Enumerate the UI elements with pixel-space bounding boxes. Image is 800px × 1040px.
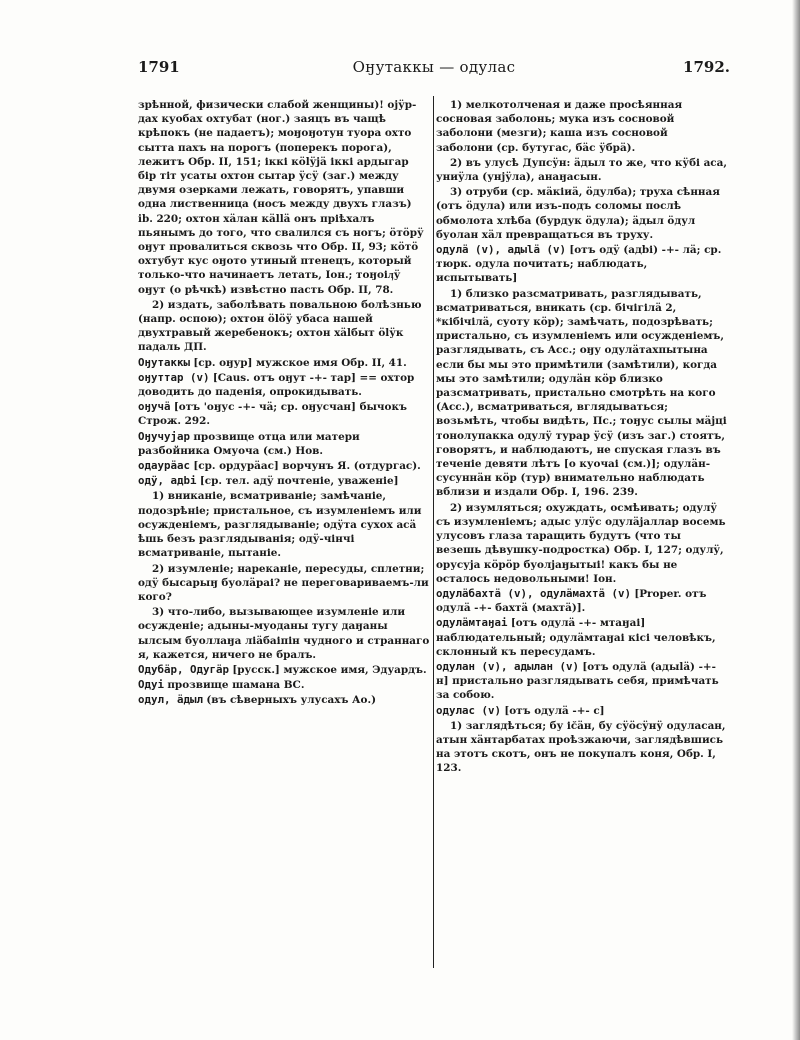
entry-headword: одулӓ (v), адыlӓ (v) <box>436 243 567 257</box>
paragraph-text: 2) изумленіе; нареканіе, пересуды, сплетни; одӱ бысарыӈ буолӓраі? не переговариваемъ-ли кого? <box>138 562 429 603</box>
dictionary-entry <box>138 474 430 488</box>
entry-text: [ср. ордурӓас] ворчунъ Я. (отдургас). <box>193 460 421 473</box>
sense-paragraph <box>436 98 728 155</box>
paragraph-text: 2) изумляться; охуждать, осмѣивать; одулӱ съ изумленіемъ; адыс улӱс одулӓjаллар восемь улусовъ глаза таращить будутъ (что ты везешь дѣвушку-подростка) Обр. I, 127; одулӱ, орусуjа кӧрӧр буолjаӈытыі! какъ бы не осталось недовольными! Іон. <box>436 501 726 585</box>
entry-text: [отъ 'оӈус -+- чӓ; ср. оӈусчан] бычокъ Строж. 292. <box>138 401 407 428</box>
entry-headword: Оӈутаккы <box>138 355 191 369</box>
running-title: Оӈутаккы — одулас <box>352 58 516 76</box>
entry-headword: одӱ, адbі <box>138 474 197 488</box>
entry-text: [отъ одулӓ -+- мтаӈаі] наблюдательный; одулӓмтаӈаі кісі человѣкъ, склонный къ пересудамъ. <box>436 617 716 658</box>
dictionary-entry <box>138 678 430 692</box>
entry-head-line <box>138 663 430 677</box>
entry-headword: оӈуттар (v) <box>138 370 210 384</box>
entry-text: (въ сѣверныхъ улусахъ Ао.) <box>206 694 376 707</box>
dictionary-entry <box>138 459 430 473</box>
entry-text: [Caus. отъ оӈут -+- тар] == охтор доводить до паденія, опрокидывать. <box>138 371 415 399</box>
paragraph-text: 2) въ улусѣ Дупсӱн: ӓдыл то же, что кӱбі аса, униӱла (унjӱла), анаӈасын. <box>436 156 727 184</box>
paragraph-text: 1) вниканіе, всматриваніе; замѣчаніе, подозрѣніе; пристальное, съ изумленіемъ или осужденіемъ, разглядываніе; одӱта сухох асӓ ѣшь безъ разглядыванія; одӱ-чінчі всматриваніе, пытаніе. <box>138 490 422 560</box>
dictionary-entry <box>138 400 430 428</box>
sense-paragraph <box>138 298 430 355</box>
sense-paragraph <box>436 185 728 242</box>
sense-paragraph <box>436 156 728 184</box>
entry-headword: Оӈучуjар <box>138 429 191 443</box>
entry-text: [русск.] мужское имя, Эдуардъ. <box>232 663 427 676</box>
paragraph-text: зрѣнной, физически слабой женщины)! оjӱр-дах куобах охтубат (ног.) заяцъ въ чащѣ крѣпокъ (не падаетъ); моӈоӈотун туора охто сытта пахъ на порогъ (поперекъ порога), лежитъ Обр. II, 151; іккі кӧlӱjӓ іккі ардыгар бір тіт усаты охтон сытар ӱсӱ (заг.) между двумя озерками лежать, говорятъ, упавши одна лиственница (носъ между двухъ глазъ) ib. 220; охтон хӓлан кӓllӓ онъ пріѣхалъ пьянымъ до того, что свалился съ ногъ; ӧтӧрӱ оӈут провалиться сквозь что Обр. II, 93; кӧтӧ охтубут кус оӈото утиный птенецъ, который только-что начинаетъ летать, Іон.; тоӈоіӆӱ оӈут (о рѣчкѣ) извѣстно пасть Обр. II, 78. <box>138 99 424 296</box>
entry-text: [отъ одулӓ -+- с] <box>504 704 605 717</box>
sense-paragraph <box>138 605 430 662</box>
entry-head-line <box>138 693 430 707</box>
dictionary-entry <box>138 693 430 707</box>
paragraph-text: 1) близко разсматривать, разглядывать, всматриваться, вникать (ср. бічігілӓ 2, *кібічілӓ, суоту кӧр); замѣчать, подозрѣвать; пристально, съ изумленіемъ или осужденіемъ, разглядывать, съ Acc.; оӈу одулӓтахпытына если бы мы это примѣтили (замѣтили), когда мы это замѣтили; одулӓн кӧр близко разсматривать, пристально смотрѣть на кого (Acc.), всматриваться, вглядываться; возьмѣть, чтобы видѣть, Пс.; тоӈус сылы мӓjці тонолупакка одулӱ турар ӱсӱ (изъ заг.) стоятъ, говорятъ, и наблюдаютъ, не спуская глазъ въ теченіе девяти лѣтъ [о куочаі (см.)]; одулӓн-сусуннӓн кӧр (тур) внимательно наблюдать вблизи и издали Обр. I, 196. 239. <box>436 287 727 499</box>
right-column <box>436 98 728 978</box>
entry-text: [Proper. отъ одулӓ -+- бахтӓ (махтӓ)]. <box>436 587 707 615</box>
entry-headword: одулӓмтаӈаі <box>436 616 508 630</box>
entry-head-line <box>138 430 430 458</box>
dictionary-entry <box>138 663 430 677</box>
entry-text: прозвище шамана ВС. <box>167 679 305 692</box>
continued-text <box>138 98 430 297</box>
entry-head-line <box>436 616 728 659</box>
dictionary-entry <box>436 243 728 286</box>
entry-head-line <box>436 587 728 615</box>
entry-headword: одулас (v) <box>436 703 502 717</box>
entry-headword: одулан (v), адылан (v) <box>436 659 580 673</box>
paragraph-text: 3) отруби (ср. мӓкіиӓ, ӧдулба); труха сѣнная (отъ ӧдула) или изъ-подъ соломы послѣ обмолота хлѣба (бурдук ӧдула); ӓдыл ӧдул буолан хӓл превращаться въ труху. <box>436 186 720 241</box>
entry-head-line <box>138 400 430 428</box>
paragraph-text: 1) заглядѣться; бу іс̆ӓн, бу сӱӧсӱнӱ одуласан, атын хӓнтарбатах проѣзжаючи, заглядѣвшись на этотъ скотъ, онъ не покупалъ коня, Обр. I, 123. <box>436 719 726 775</box>
entry-text: прозвище отца или матери разбойника Омуоча (см.) Нов. <box>138 430 360 457</box>
entry-head-line <box>138 459 430 473</box>
entry-head-line <box>436 704 728 718</box>
paragraph-text: 2) издать, заболѣвать повальною болѣзнью (напр. оспою); охтон ӧlӧӱ убаса нашей двухтравый жеребенокъ; охтон хӓlбыт ӧlӱк падаль ДП. <box>138 298 422 354</box>
paragraph-text: 3) что-либо, вызывающее изумленіе или осужденіе; адыны-муоданы тугу даӈаны ылсым буоллаӈа ліӓбаіпін чудного и страннаго я, кажется, ничего не бралъ. <box>138 606 430 661</box>
entry-head-line <box>436 243 728 286</box>
sense-paragraph <box>138 489 430 560</box>
entry-text: [отъ одулӓ (адыlӓ) -+- н] пристально разглядывать себя, примѣчать за собою. <box>436 660 719 702</box>
page-number-right: 1792. <box>683 58 730 76</box>
page-number-left: 1791 <box>138 58 180 76</box>
column-divider <box>433 96 434 968</box>
dictionary-entry <box>138 430 430 458</box>
entry-headword: одул, ӓдыл <box>138 693 204 707</box>
entry-headword: одулӓбахтӓ (v), одулӓмахтӓ (v) <box>436 586 632 600</box>
entry-head-line <box>138 356 430 370</box>
dictionary-entry <box>138 371 430 399</box>
entry-headword: Одуі <box>138 678 165 692</box>
page-edge-shadow <box>792 0 800 1040</box>
entry-headword: одаурӓас <box>138 459 191 473</box>
dictionary-entry <box>436 704 728 718</box>
sense-paragraph <box>436 501 728 586</box>
sense-paragraph <box>436 719 728 776</box>
left-column <box>138 98 430 978</box>
dictionary-entry <box>436 660 728 703</box>
entry-text: [ср. оӈур] мужское имя Обр. II, 41. <box>193 356 407 369</box>
entry-head-line <box>436 660 728 703</box>
entry-head-line <box>138 678 430 692</box>
entry-text: [ср. тел. адӱ почтеніе, уваженіе] <box>199 475 399 488</box>
page-header <box>138 58 730 84</box>
dictionary-entry <box>436 616 728 659</box>
entry-headword: Одубӓр, Одугӓр <box>138 662 230 676</box>
entry-text: [отъ одӱ (адbі) -+- лӓ; ср. тюрк. одулa почитать; наблюдать, испытывать] <box>436 244 722 285</box>
entry-headword: оӈучӓ <box>138 400 171 414</box>
entry-head-line <box>138 474 430 488</box>
paragraph-text: 1) мелкотолченая и даже просѣянная сосновая заболонь; мука изъ сосновой заболони (мезги); каша изъ сосновой заболони (ср. бутугас, бӓс ӱбрӓ). <box>436 99 683 154</box>
sense-paragraph <box>436 287 728 500</box>
entry-head-line <box>138 371 430 399</box>
dictionary-entry <box>138 356 430 370</box>
sense-paragraph <box>138 562 430 605</box>
dictionary-entry <box>436 587 728 615</box>
